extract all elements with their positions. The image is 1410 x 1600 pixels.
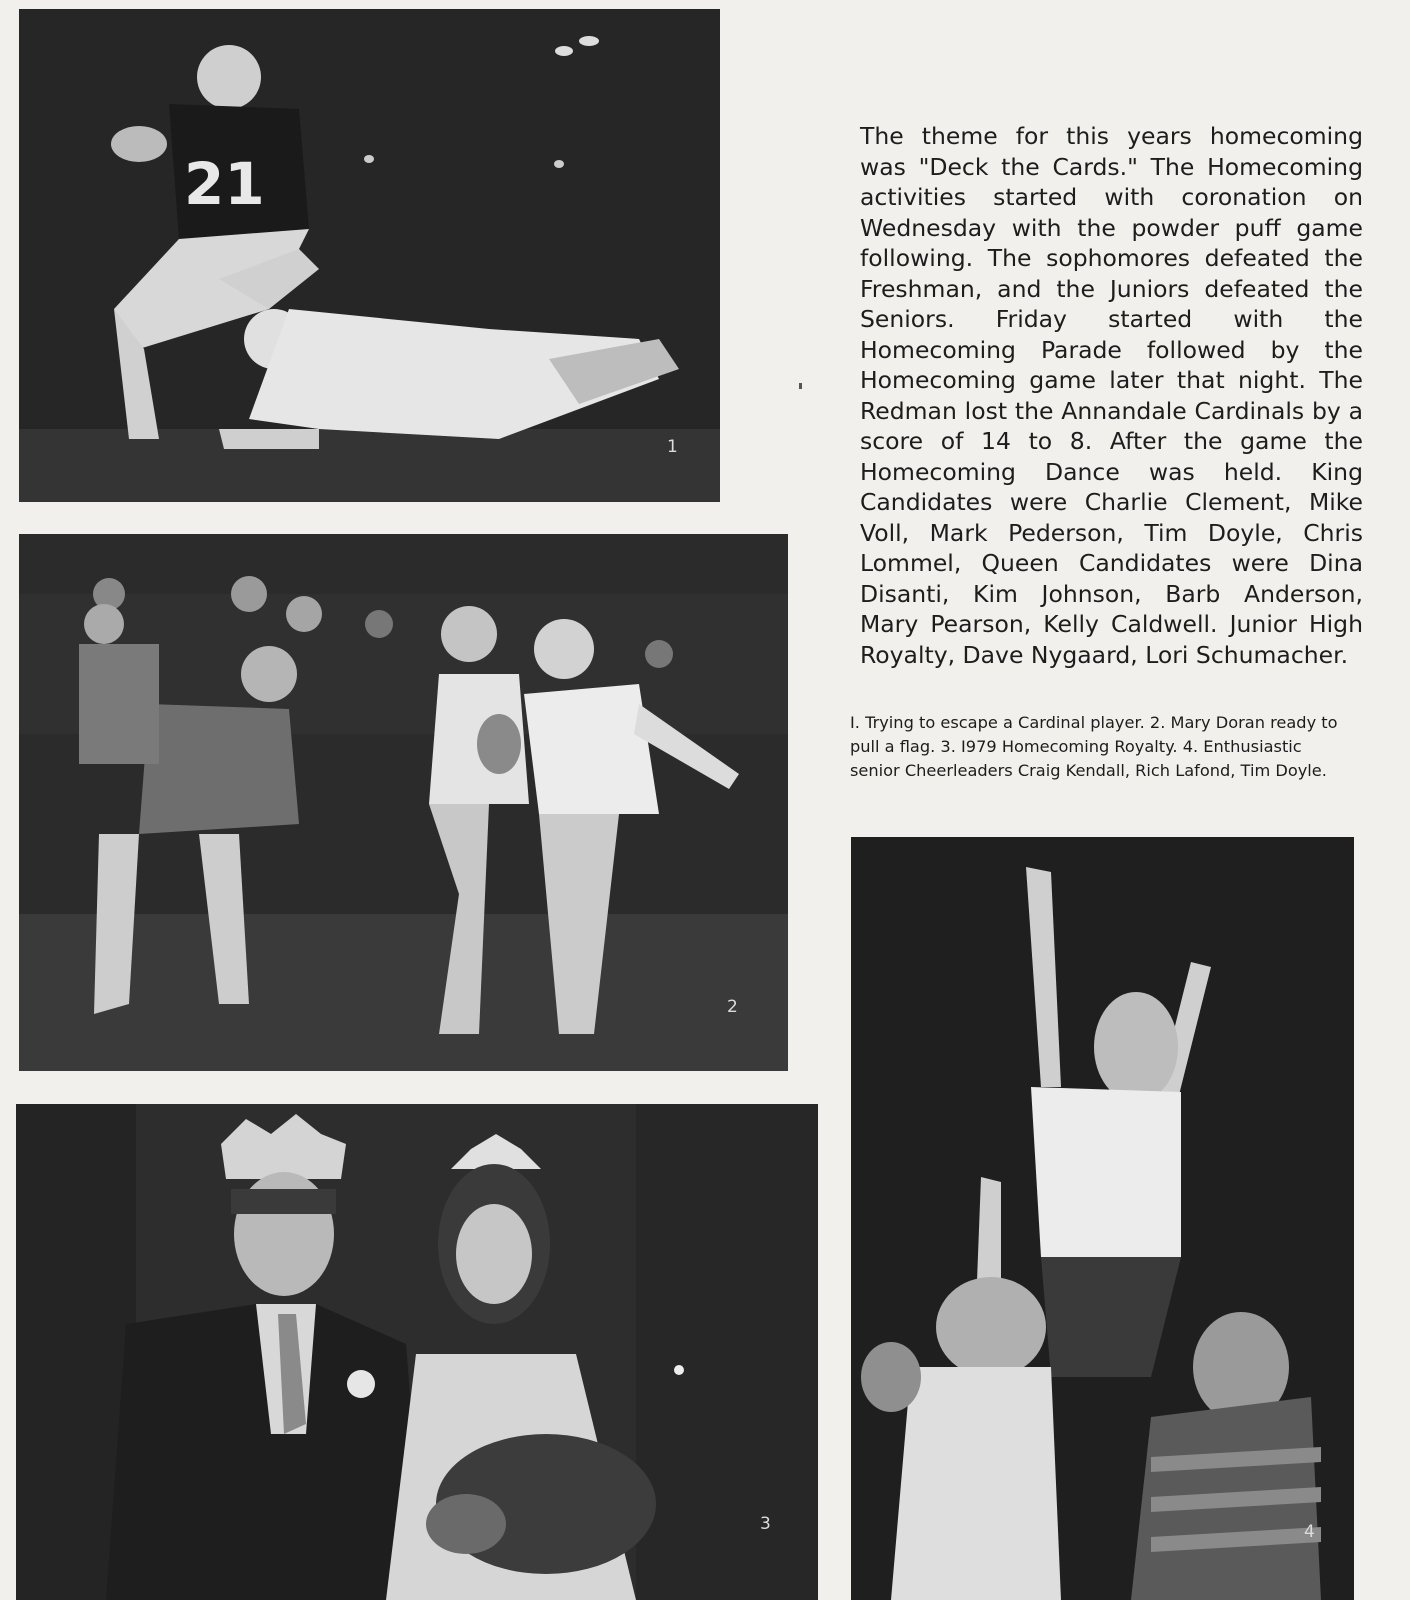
photo-powder-puff-game xyxy=(19,534,788,1071)
cheerleaders-image xyxy=(851,837,1354,1600)
photo-cheerleaders xyxy=(851,837,1354,1600)
homecoming-royalty-image xyxy=(16,1104,818,1600)
photo-number: 3 xyxy=(760,1514,771,1534)
football-tackle-image xyxy=(19,9,720,502)
stray-mark xyxy=(799,383,802,389)
powder-puff-image xyxy=(19,534,788,1071)
photo-number: 2 xyxy=(727,997,738,1017)
article-body: The theme for this years homecoming was "Deck the Cards." The Homecoming activities started with coronation on Wednesday with the powder puff game following. The sophomores defeated the Freshman, and the Juniors defeated the Seniors. Friday started with the Homecoming Parade followed by the Homecoming game later that night. The Redman lost the Annandale Cardinals by a score of 14 to 8. After the game the Homecoming Dance was held. King Candidates were Charlie Clement, Mike Voll, Mark Pederson, Tim Doyle, Chris Lommel, Queen Candidates were Dina Disanti, Kim Johnson, Barb Anderson, Mary Pearson, Kelly Caldwell. Junior High Royalty, Dave Nygaard, Lori Schumacher. xyxy=(860,122,1363,669)
photo-homecoming-royalty xyxy=(16,1104,818,1600)
photo-football-tackle xyxy=(19,9,720,502)
photo-number: 4 xyxy=(1304,1522,1315,1542)
photo-captions: I. Trying to escape a Cardinal player. 2. Mary Doran ready to pull a flag. 3. I979 Homecoming Royalty. 4. Enthusiastic senior Cheerleaders Craig Kendall, Rich Lafond, Tim Doyle. xyxy=(850,713,1338,780)
photo-number: 1 xyxy=(667,437,678,457)
svg-text:21: 21 xyxy=(184,150,265,218)
